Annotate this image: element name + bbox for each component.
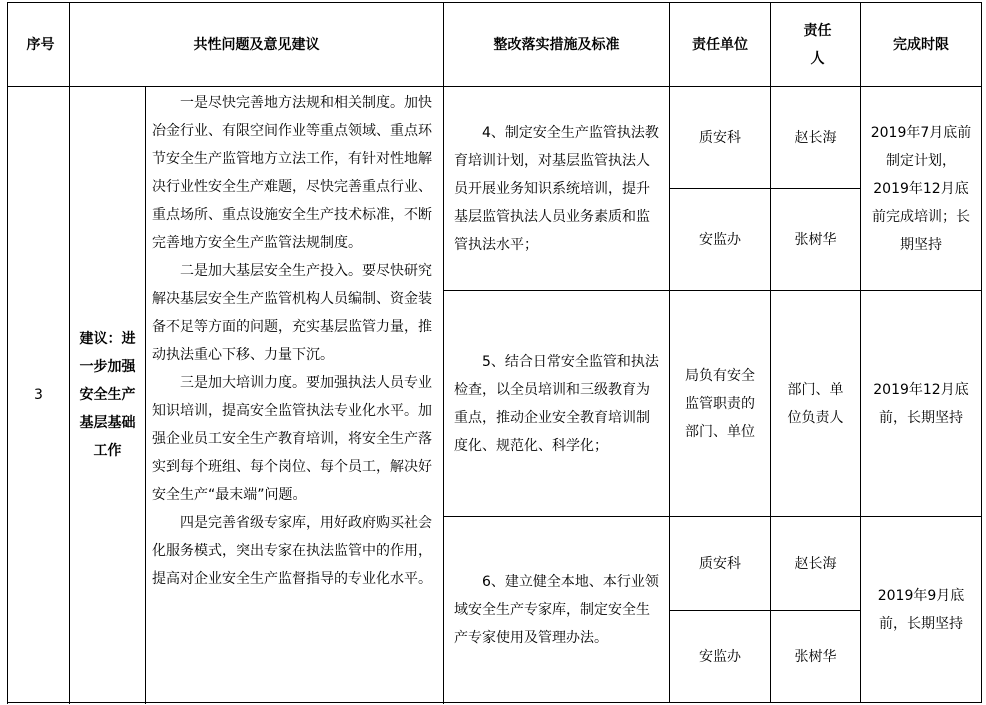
row-number: 3 [8,87,70,703]
header-issue: 共性问题及意见建议 [70,3,444,87]
header-row [8,3,982,87]
measure-cell [444,291,670,517]
header-person: 责任人 [771,3,861,87]
issue-paragraph: 一是尽快完善地方法规和相关制度。加快冶金行业、有限空间作业等重点领域、重点环节安全生产监管地方立法工作，有针对性地解决行业性安全生产难题，尽快完善重点行业、重点场所、重点设施安全生产技术标准，不断完善地方安全生产监管法规制度。 [152,95,432,251]
issue-paragraph: 四是完善省级专家库，用好政府购买社会化服务模式，突出专家在执法监管中的作用，提高对企业安全生产监督指导的专业化水平。 [152,515,432,587]
deadline-cell: 2019年12月底前，长期坚持 [861,291,982,517]
rectification-table [7,2,982,703]
issue-paragraph: 二是加大基层安全生产投入。要尽快研究解决基层安全生产监管机构人员编制、资金装备不足等方面的问题，充实基层监管力量，推动执法重心下移、力量下沉。 [152,263,432,363]
table-row [8,87,982,189]
measure-cell [444,87,670,291]
person-cell: 张树华 [771,611,861,703]
header-no: 序号 [8,3,70,87]
category-cell: 建议：进一步加强安全生产基层基础工作 [70,87,146,703]
unit-cell: 安监办 [670,611,771,703]
unit-cell: 局负有安全监管职责的部门、单位 [670,291,771,517]
deadline-cell: 2019年7月底前制定计划，2019年12月底前完成培训；长期坚持 [861,87,982,291]
person-cell: 赵长海 [771,517,861,611]
header-unit: 责任单位 [670,3,771,87]
person-cell: 张树华 [771,189,861,291]
measure-text: 5、结合日常安全监管和执法检查，以全员培训和三级教育为重点，推动企业安全教育培训制度化、规范化、科学化； [454,353,659,454]
person-cell: 部门、单位负责人 [771,291,861,517]
person-cell: 赵长海 [771,87,861,189]
header-measure: 整改落实措施及标准 [444,3,670,87]
deadline-cell: 2019年9月底前，长期坚持 [861,517,982,703]
header-deadline: 完成时限 [861,3,982,87]
issue-paragraph: 三是加大培训力度。要加强执法人员专业知识培训，提高安全监管执法专业化水平。加强企业员工安全生产教育培训，将安全生产落实到每个班组、每个岗位、每个员工，解决好安全生产“最末端”问题。 [152,375,432,503]
unit-cell: 质安科 [670,87,771,189]
measure-cell [444,517,670,703]
measure-text: 6、建立健全本地、本行业领域安全生产专家库，制定安全生产专家使用及管理办法。 [454,573,659,646]
unit-cell: 安监办 [670,189,771,291]
unit-cell: 质安科 [670,517,771,611]
issues-cell [146,87,444,703]
measure-text: 4、制定安全生产监管执法教育培训计划，对基层监管执法人员开展业务知识系统培训，提升基层监管执法人员业务素质和监管执法水平； [454,124,659,253]
